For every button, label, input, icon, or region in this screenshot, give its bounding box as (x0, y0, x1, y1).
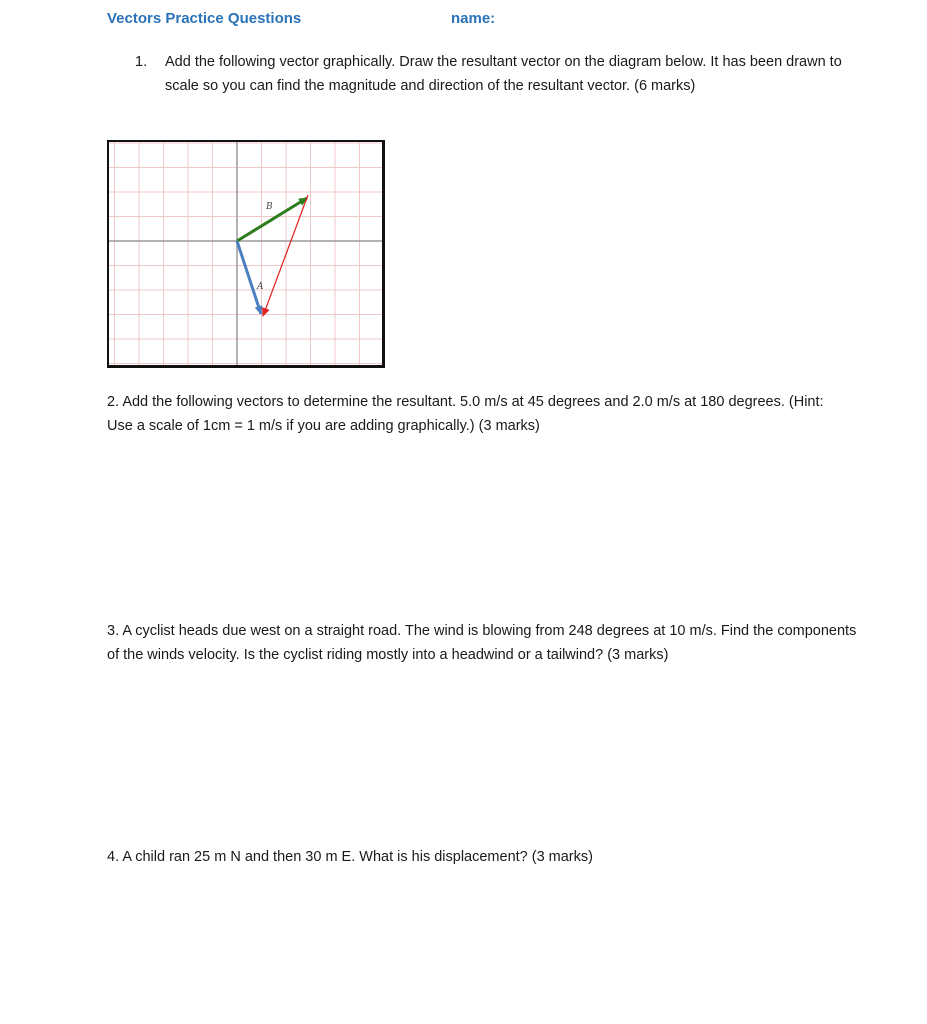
vector-diagram-svg (109, 142, 382, 365)
question-2: 2. Add the following vectors to determine the resultant. 5.0 m/s at 45 degrees and 2.0 m/s at 180 degrees. (Hint: Use a scale of 1cm = 1 m/s if you are adding graphically.) (3 marks) (107, 394, 824, 434)
vector-a-label: A (257, 282, 264, 292)
vector-b-label: B (266, 202, 273, 212)
page-header (107, 10, 807, 32)
worksheet-title: Vectors Practice Questions (107, 10, 302, 27)
grid-lines (109, 142, 382, 365)
vector-diagram (107, 140, 385, 368)
question-1-text: Add the following vector graphically. Draw the resultant vector on the diagram below. It has been drawn to scale so you can find the magnitude and direction of the resultant vector. (6 marks) (165, 54, 842, 94)
vector-a-arrow (237, 241, 261, 314)
question-1-number: 1. (135, 54, 148, 70)
question-3: 3. A cyclist heads due west on a straight road. The wind is blowing from 248 degrees at 10 m/s. Find the components of the winds velocity. Is the cyclist riding mostly into a headwind or a tailwind? (3 marks) (107, 623, 857, 663)
name-label: name: (451, 10, 496, 27)
question-4: 4. A child ran 25 m N and then 30 m E. What is his displacement? (3 marks) (107, 849, 593, 865)
